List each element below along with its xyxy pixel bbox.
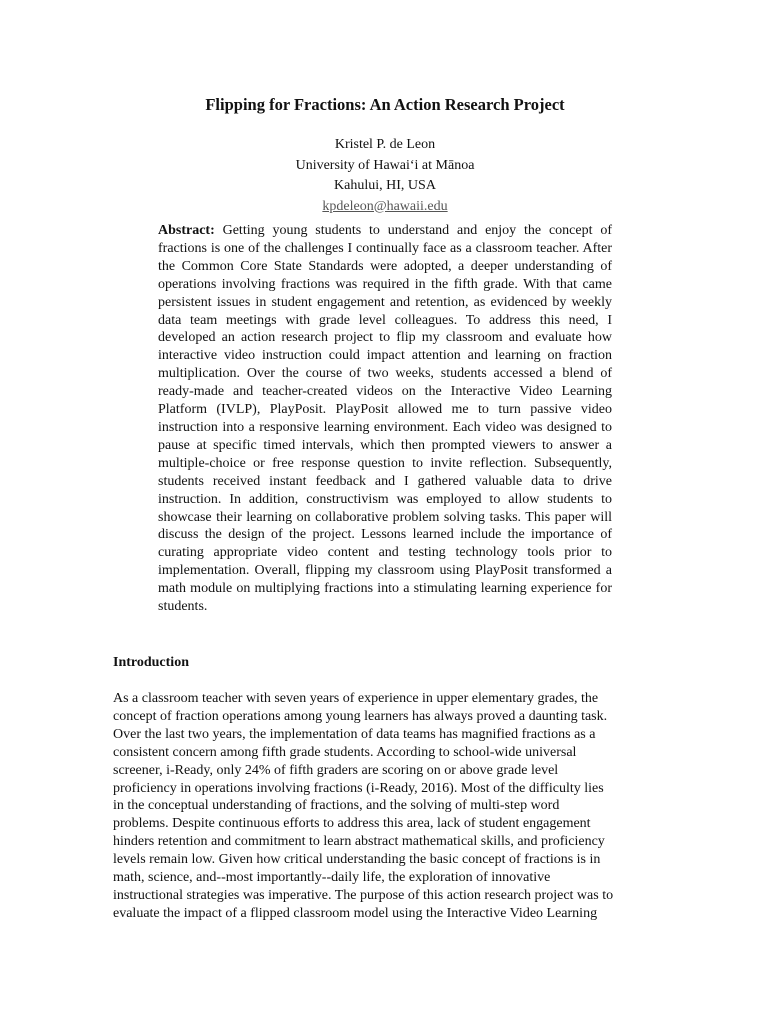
introduction-line: screener, i-Ready, only 24% of fifth graders are scoring on or above grade level (113, 762, 559, 778)
author-location: Kahului, HI, USA (334, 178, 436, 193)
author-affiliation: University of Hawaiʻi at Mānoa (295, 157, 475, 173)
author-email-link[interactable]: kpdeleon@hawaii.edu (322, 198, 448, 214)
abstract-label: Abstract: (158, 223, 215, 238)
introduction-line: proficiency in operations involving fractions (i-Ready, 2016). Most of the difficulty lies (113, 780, 604, 796)
introduction-body (113, 690, 653, 923)
introduction-line: concept of fraction operations among young learners has always proved a daunting task. (113, 708, 608, 724)
abstract (158, 222, 612, 616)
introduction-line: in the conceptual understanding of fractions, and the solving of multi-step word (113, 798, 560, 814)
introduction-line: math, science, and--most importantly--daily life, the exploration of innovative (113, 870, 551, 886)
introduction-line: Over the last two years, the implementation of data teams has magnified fractions as a (113, 726, 596, 742)
introduction-line: As a classroom teacher with seven years of experience in upper elementary grades, the (113, 691, 599, 706)
introduction-heading: Introduction (113, 655, 189, 670)
author-block (0, 135, 770, 217)
introduction-line: evaluate the impact of a flipped classroom model using the Interactive Video Learning (113, 905, 598, 921)
introduction-line: problems. Despite continuous efforts to address this area, lack of student engagement (113, 816, 591, 832)
introduction-line: levels remain low. Given how critical understanding the basic concept of fractions is in (113, 852, 601, 868)
author-name: Kristel P. de Leon (334, 137, 436, 152)
paper-title: Flipping for Fractions: An Action Research Project (205, 95, 565, 114)
introduction-line: hinders retention and commitment to learn abstract mathematical skills, and proficiency (113, 834, 605, 850)
introduction-line: instructional strategies was imperative. The purpose of this action research project was to (113, 887, 614, 903)
introduction-line: consistent concern among fifth grade students. According to school-wide universal (113, 744, 577, 760)
abstract-text: Getting young students to understand and enjoy the concept of fractions is one of the challenges I continually face as a classroom teacher. After the Common Core State Standards were adopted, a deeper understanding of operations involving fractions was required in the fifth grade. With that came persistent issues in student engagement and retention, as evidenced by weekly data team meetings with grade level colleagues. To address this need, I developed an action research project to flip my classroom and evaluate how interactive video instruction could impact attention and learning on fraction multiplication. Over the course of two weeks, students accessed a blend of ready-made and teacher-created videos on the Interactive Video Learning Platform (IVLP), PlayPosit. PlayPosit allowed me to turn passive video instruction into a responsive learning environment. Each video was designed to pause at specific timed intervals, which then prompted viewers to answer a multiple-choice or free response question to invite reflection. Subsequently, students received instant feedback and I gathered valuable data to drive instruction. In addition, constructivism was employed to allow students to showcase their learning on collaborative problem solving tasks. This paper will discuss the design of the project. Lessons learned include the importance of curating appropriate video content and testing technology tools prior to implementation. Overall, flipping my classroom using PlayPosit transformed a math module on multiplying fractions into a stimulating learning experience for students. (158, 223, 612, 615)
